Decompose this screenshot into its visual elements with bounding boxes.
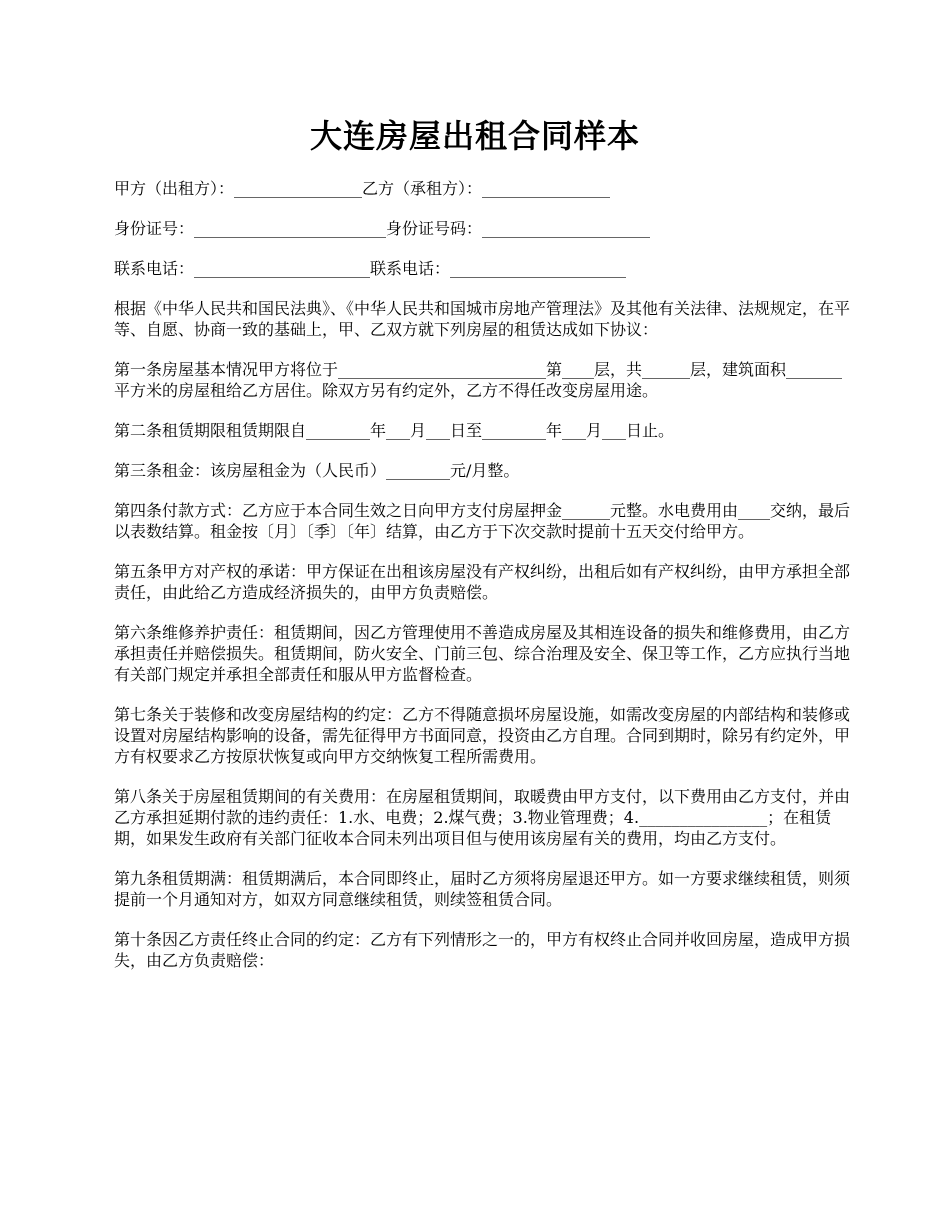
clause-10: 第十条因乙方责任终止合同的约定：乙方有下列情形之一的，甲方有权终止合同并收回房屋，造成甲方损失，由乙方负责赔偿： xyxy=(114,930,851,970)
intro-paragraph: 根据《中华人民共和国民法典》、《中华人民共和国城市房地产管理法》及其他有关法律、法规规定，在平等、自愿、协商一致的基础上，甲、乙双方就下列房屋的租赁达成如下协议： xyxy=(114,299,851,339)
document-body xyxy=(114,178,854,990)
document-title: 大连房屋出租合同样本 xyxy=(309,117,640,155)
id-number-line: 身份证号：________________________身份证号码：_____________________ xyxy=(114,219,651,238)
clause-2: 第二条租赁期限租赁期限自________年___月___日至________年___月___日止。 xyxy=(114,421,675,440)
clause-7: 第七条关于装修和改变房屋结构的约定：乙方不得随意损坏房屋设施，如需改变房屋的内部结构和装修或设置对房屋结构影响的设备，需先征得甲方书面同意，投资由乙方自理。合同到期时，除另有约定外，甲方有权要求乙方按原状恢复或向甲方交纳恢复工程所需费用。 xyxy=(114,705,851,766)
clause-9: 第九条租赁期满：租赁期满后，本合同即终止，届时乙方须将房屋退还甲方。如一方要求继续租赁，则须提前一个月通知对方，如双方同意继续租赁，则续签租赁合同。 xyxy=(114,869,851,909)
clause-3: 第三条租金：该房屋租金为（人民币）________元/月整。 xyxy=(114,461,520,480)
clause-4: 第四条付款方式：乙方应于本合同生效之日向甲方支付房屋押金______元整。水电费用由____交纳，最后以表数结算。租金按〔月〕〔季〕〔年〕结算，由乙方于下次交款时提前十五天交付给甲方。 xyxy=(114,501,851,541)
clause-8: 第八条关于房屋租赁期间的有关费用：在房屋租赁期间，取暖费由甲方支付，以下费用由乙方支付，并由乙方承担延期付款的违约责任：1.水、电费；2.煤气费；3.物业管理费；4.________________；在租赁期，如果发生政府有关部门征收本合同未列出项目但与使用该房屋有关的费用，均由乙方支付。 xyxy=(114,787,851,848)
party-line: 甲方（出租方）：________________乙方（承租方）：________________ xyxy=(114,179,611,198)
clause-5: 第五条甲方对产权的承诺：甲方保证在出租该房屋没有产权纠纷，出租后如有产权纠纷，由甲方承担全部责任，由此给乙方造成经济损失的，由甲方负责赔偿。 xyxy=(114,562,851,602)
phone-line: 联系电话：______________________联系电话：______________________ xyxy=(114,259,627,278)
clause-6: 第六条维修养护责任：租赁期间，因乙方管理使用不善造成房屋及其相连设备的损失和维修费用，由乙方承担责任并赔偿损失。租赁期间，防火安全、门前三包、综合治理及安全、保卫等工作，乙方应执行当地有关部门规定并承担全部责任和服从甲方监督检查。 xyxy=(114,623,851,684)
clause-1: 第一条房屋基本情况甲方将位于__________________________第____层，共______层，建筑面积_______平方米的房屋租给乙方居住。除双方另有约定外，乙方不得任改变房屋用途。 xyxy=(114,360,843,400)
